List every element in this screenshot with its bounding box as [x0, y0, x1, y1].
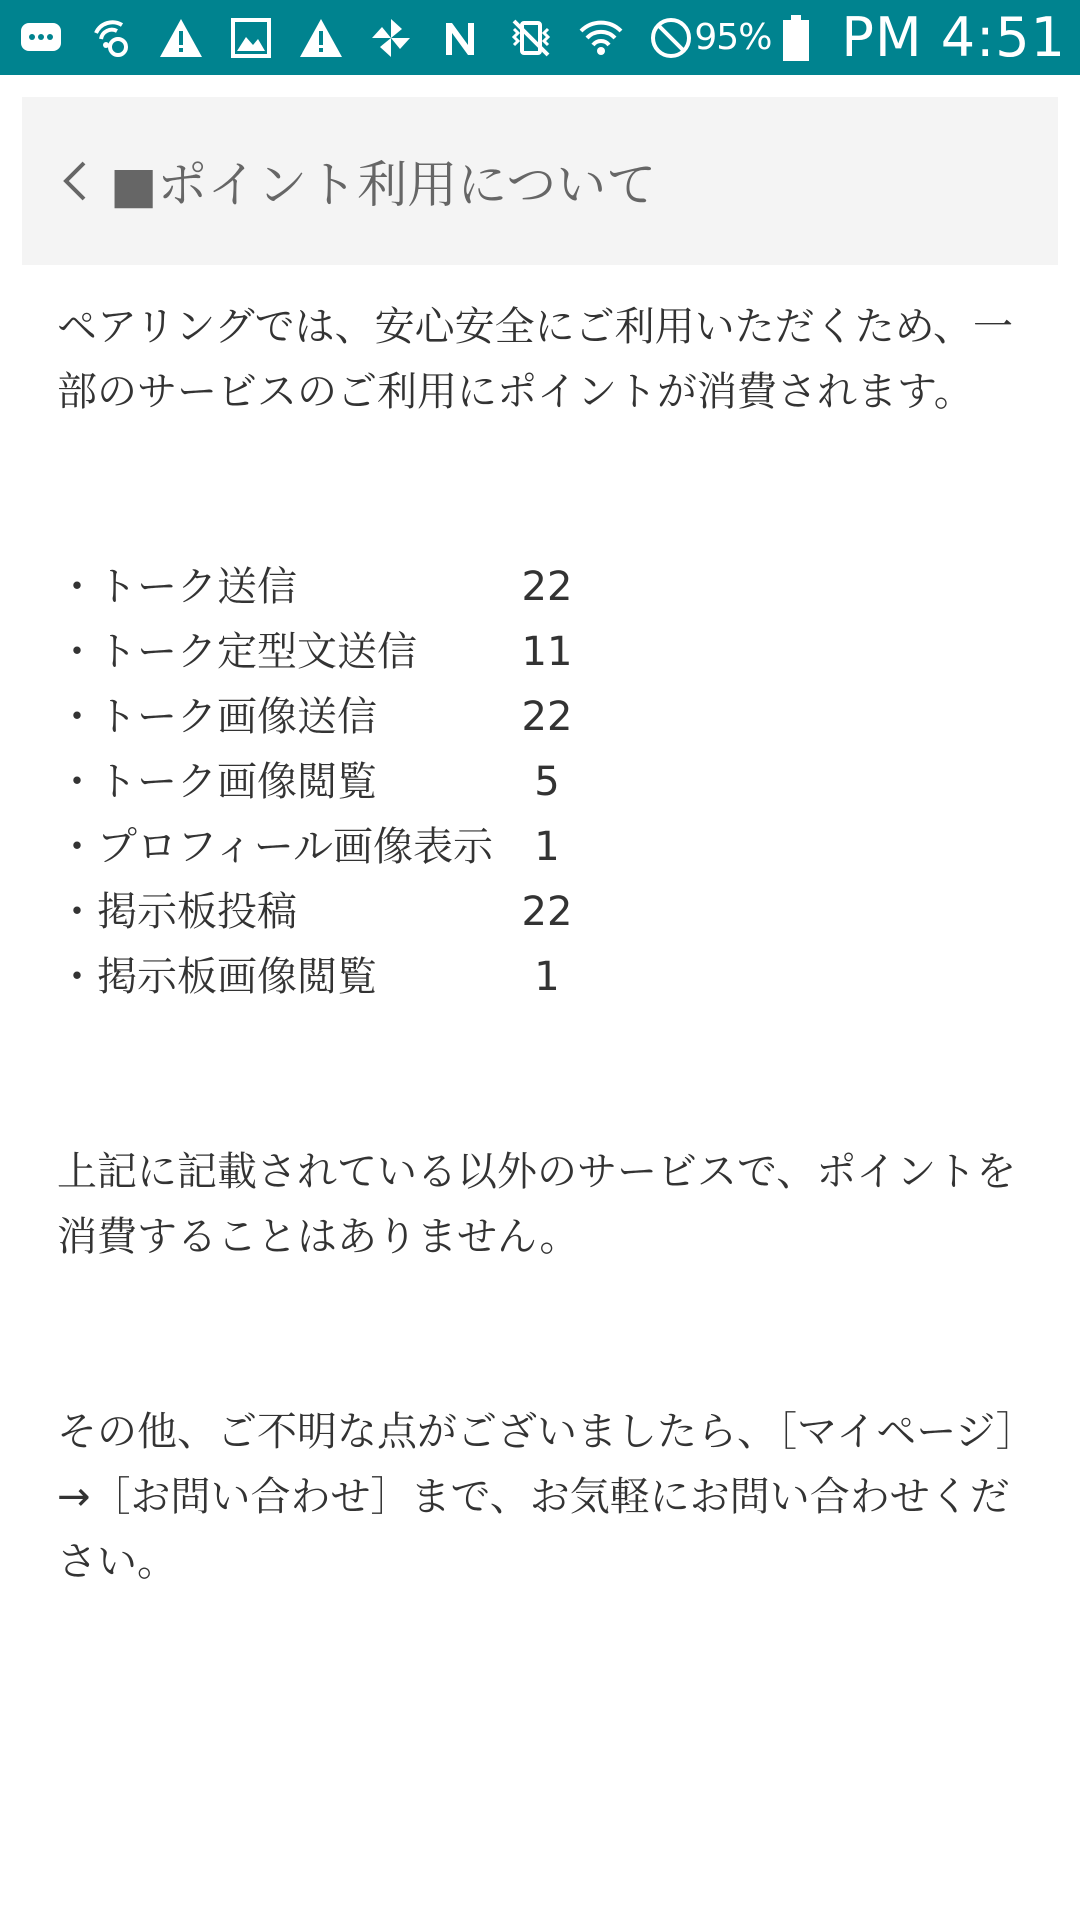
- point-service-name: ・トーク送信: [57, 564, 297, 610]
- point-cost: 11: [521, 629, 573, 675]
- list-item: [57, 750, 1037, 815]
- points-list: [57, 555, 1037, 1010]
- nfc-icon: [438, 15, 484, 61]
- point-service-name: ・掲示板投稿: [57, 889, 297, 935]
- point-cost: 5: [534, 759, 560, 805]
- point-service-name: ・掲示板画像閲覧: [57, 954, 377, 1000]
- chevron-left-icon: [50, 149, 98, 213]
- point-cost: 1: [534, 824, 560, 870]
- point-cost: 22: [521, 694, 573, 740]
- point-service-name: ・トーク画像送信: [57, 694, 377, 740]
- vibrate-mute-icon: [508, 15, 554, 61]
- point-service-name: ・トーク画像閲覧: [57, 759, 377, 805]
- clock: PM 4:51: [841, 6, 1066, 69]
- status-bar: [0, 0, 1080, 75]
- wifi-icon: [578, 15, 624, 61]
- list-item: [57, 945, 1037, 1010]
- sync-wifi-icon: [88, 15, 134, 61]
- do-not-disturb-icon: [648, 15, 694, 61]
- page-title: ■ポイント利用について: [110, 156, 657, 214]
- list-item: [57, 815, 1037, 880]
- pinwheel-icon: [368, 15, 414, 61]
- contact-text: その他、ご不明な点がございましたら、［マイページ］→［お問い合わせ］まで、お気軽にお問い合わせください。: [57, 1409, 1036, 1585]
- intro-text: ペアリングでは、安心安全にご利用いただくため、一部のサービスのご利用にポイントが消費されます。: [57, 304, 1013, 415]
- point-service-name: ・トーク定型文送信: [57, 629, 417, 675]
- list-item: [57, 685, 1037, 750]
- note-text: 上記に記載されている以外のサービスで、ポイントを消費することはありません。: [57, 1149, 1017, 1260]
- notification-icons: [18, 15, 694, 61]
- content: [57, 295, 1037, 1595]
- point-cost: 1: [534, 954, 560, 1000]
- point-service-name: ・プロフィール画像表示: [57, 824, 493, 870]
- warning-icon: [158, 15, 204, 61]
- status-right: [694, 6, 1066, 69]
- point-cost: 22: [521, 564, 573, 610]
- warning-icon: [298, 15, 344, 61]
- chat-bubble-icon: [18, 15, 64, 61]
- battery-icon: [781, 13, 811, 63]
- page-header: [22, 97, 1058, 265]
- list-item: [57, 620, 1037, 685]
- list-item: [57, 555, 1037, 620]
- battery-percent: 95%: [694, 17, 772, 58]
- list-item: [57, 880, 1037, 945]
- image-icon: [228, 15, 274, 61]
- point-cost: 22: [521, 889, 573, 935]
